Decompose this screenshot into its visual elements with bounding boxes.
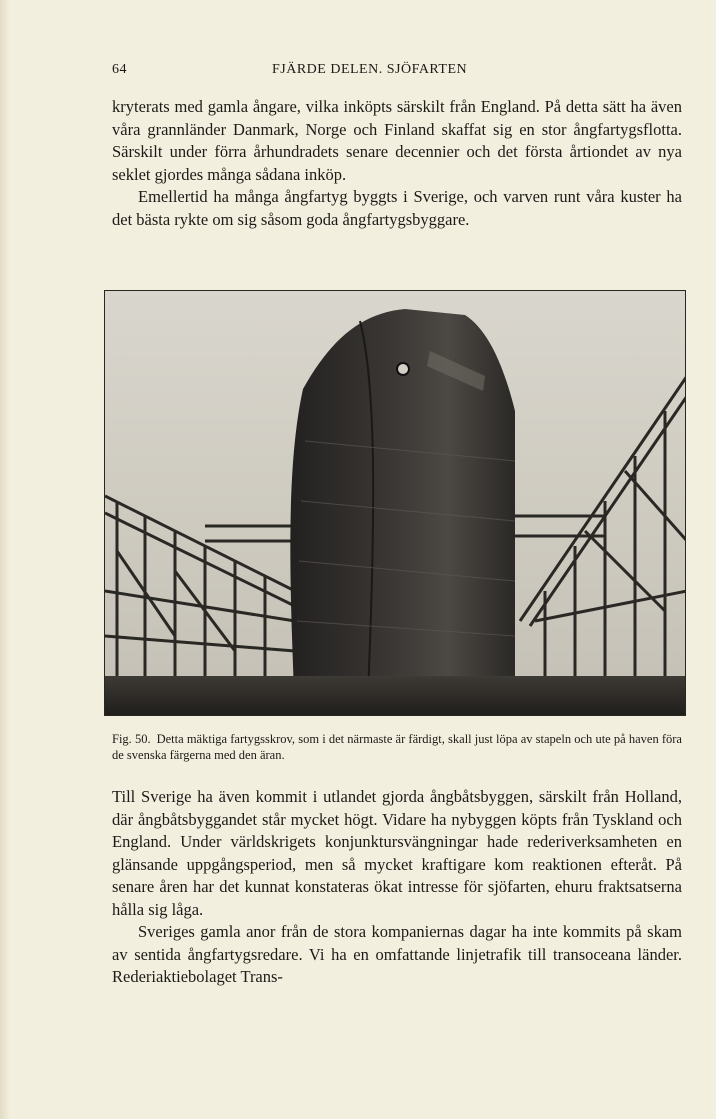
page-number: 64 xyxy=(112,62,127,77)
body-text-top xyxy=(112,96,682,231)
paragraph: Emellertid ha många ångfartyg byggts i Sverige, och varven runt våra kuster ha det bästa rykte om sig såsom goda ångfartygsbyggare. xyxy=(112,187,682,229)
ship-hull-photograph xyxy=(104,290,686,716)
figure-caption xyxy=(112,731,682,763)
running-title: FJÄRDE DELEN. SJÖFARTEN xyxy=(272,62,468,77)
ship-photo-illustration xyxy=(105,291,686,716)
paragraph: Sveriges gamla anor från de stora kompaniernas dagar ha inte kommits på skam av sentida ångfartygsredare. Vi ha en omfattande linjetrafik till transoceana länder. Rederiaktiebolaget Trans- xyxy=(112,922,682,986)
body-text-bottom xyxy=(112,786,682,989)
page-edge xyxy=(0,0,10,1119)
caption-text: Detta mäktiga fartygsskrov, som i det närmaste är färdigt, skall just löpa av stapeln och ute på haven föra de svenska färgerna med den äran. xyxy=(112,732,682,762)
paragraph: kryterats med gamla ångare, vilka inköpts särskilt från England. På detta sätt ha även våra grannländer Danmark, Norge och Finland skaffat sig en stor ångfartygsflotta. Särskilt under förra århundradets senare decennier och det första årtiondet av nya seklet gjordes många sådana inköp. xyxy=(112,97,682,184)
paragraph: Till Sverige ha även kommit i utlandet gjorda ångbåtsbyggen, särskilt från Holland, där ångbåtsbyggandet står mycket högt. Vidare ha nybyggen köpts från Tyskland och England. Under världskrigets konjunktursvängningar hade rederiverksamheten en glänsande uppgångsperiod, men så mycket kraftigare kom reaktionen efteråt. På senare åren har det kunnat konstateras ökat intresse för sjöfarten, ehuru fraktsatserna hålla sig låga. xyxy=(112,787,682,919)
figure-label: Fig. 50. xyxy=(112,732,151,746)
